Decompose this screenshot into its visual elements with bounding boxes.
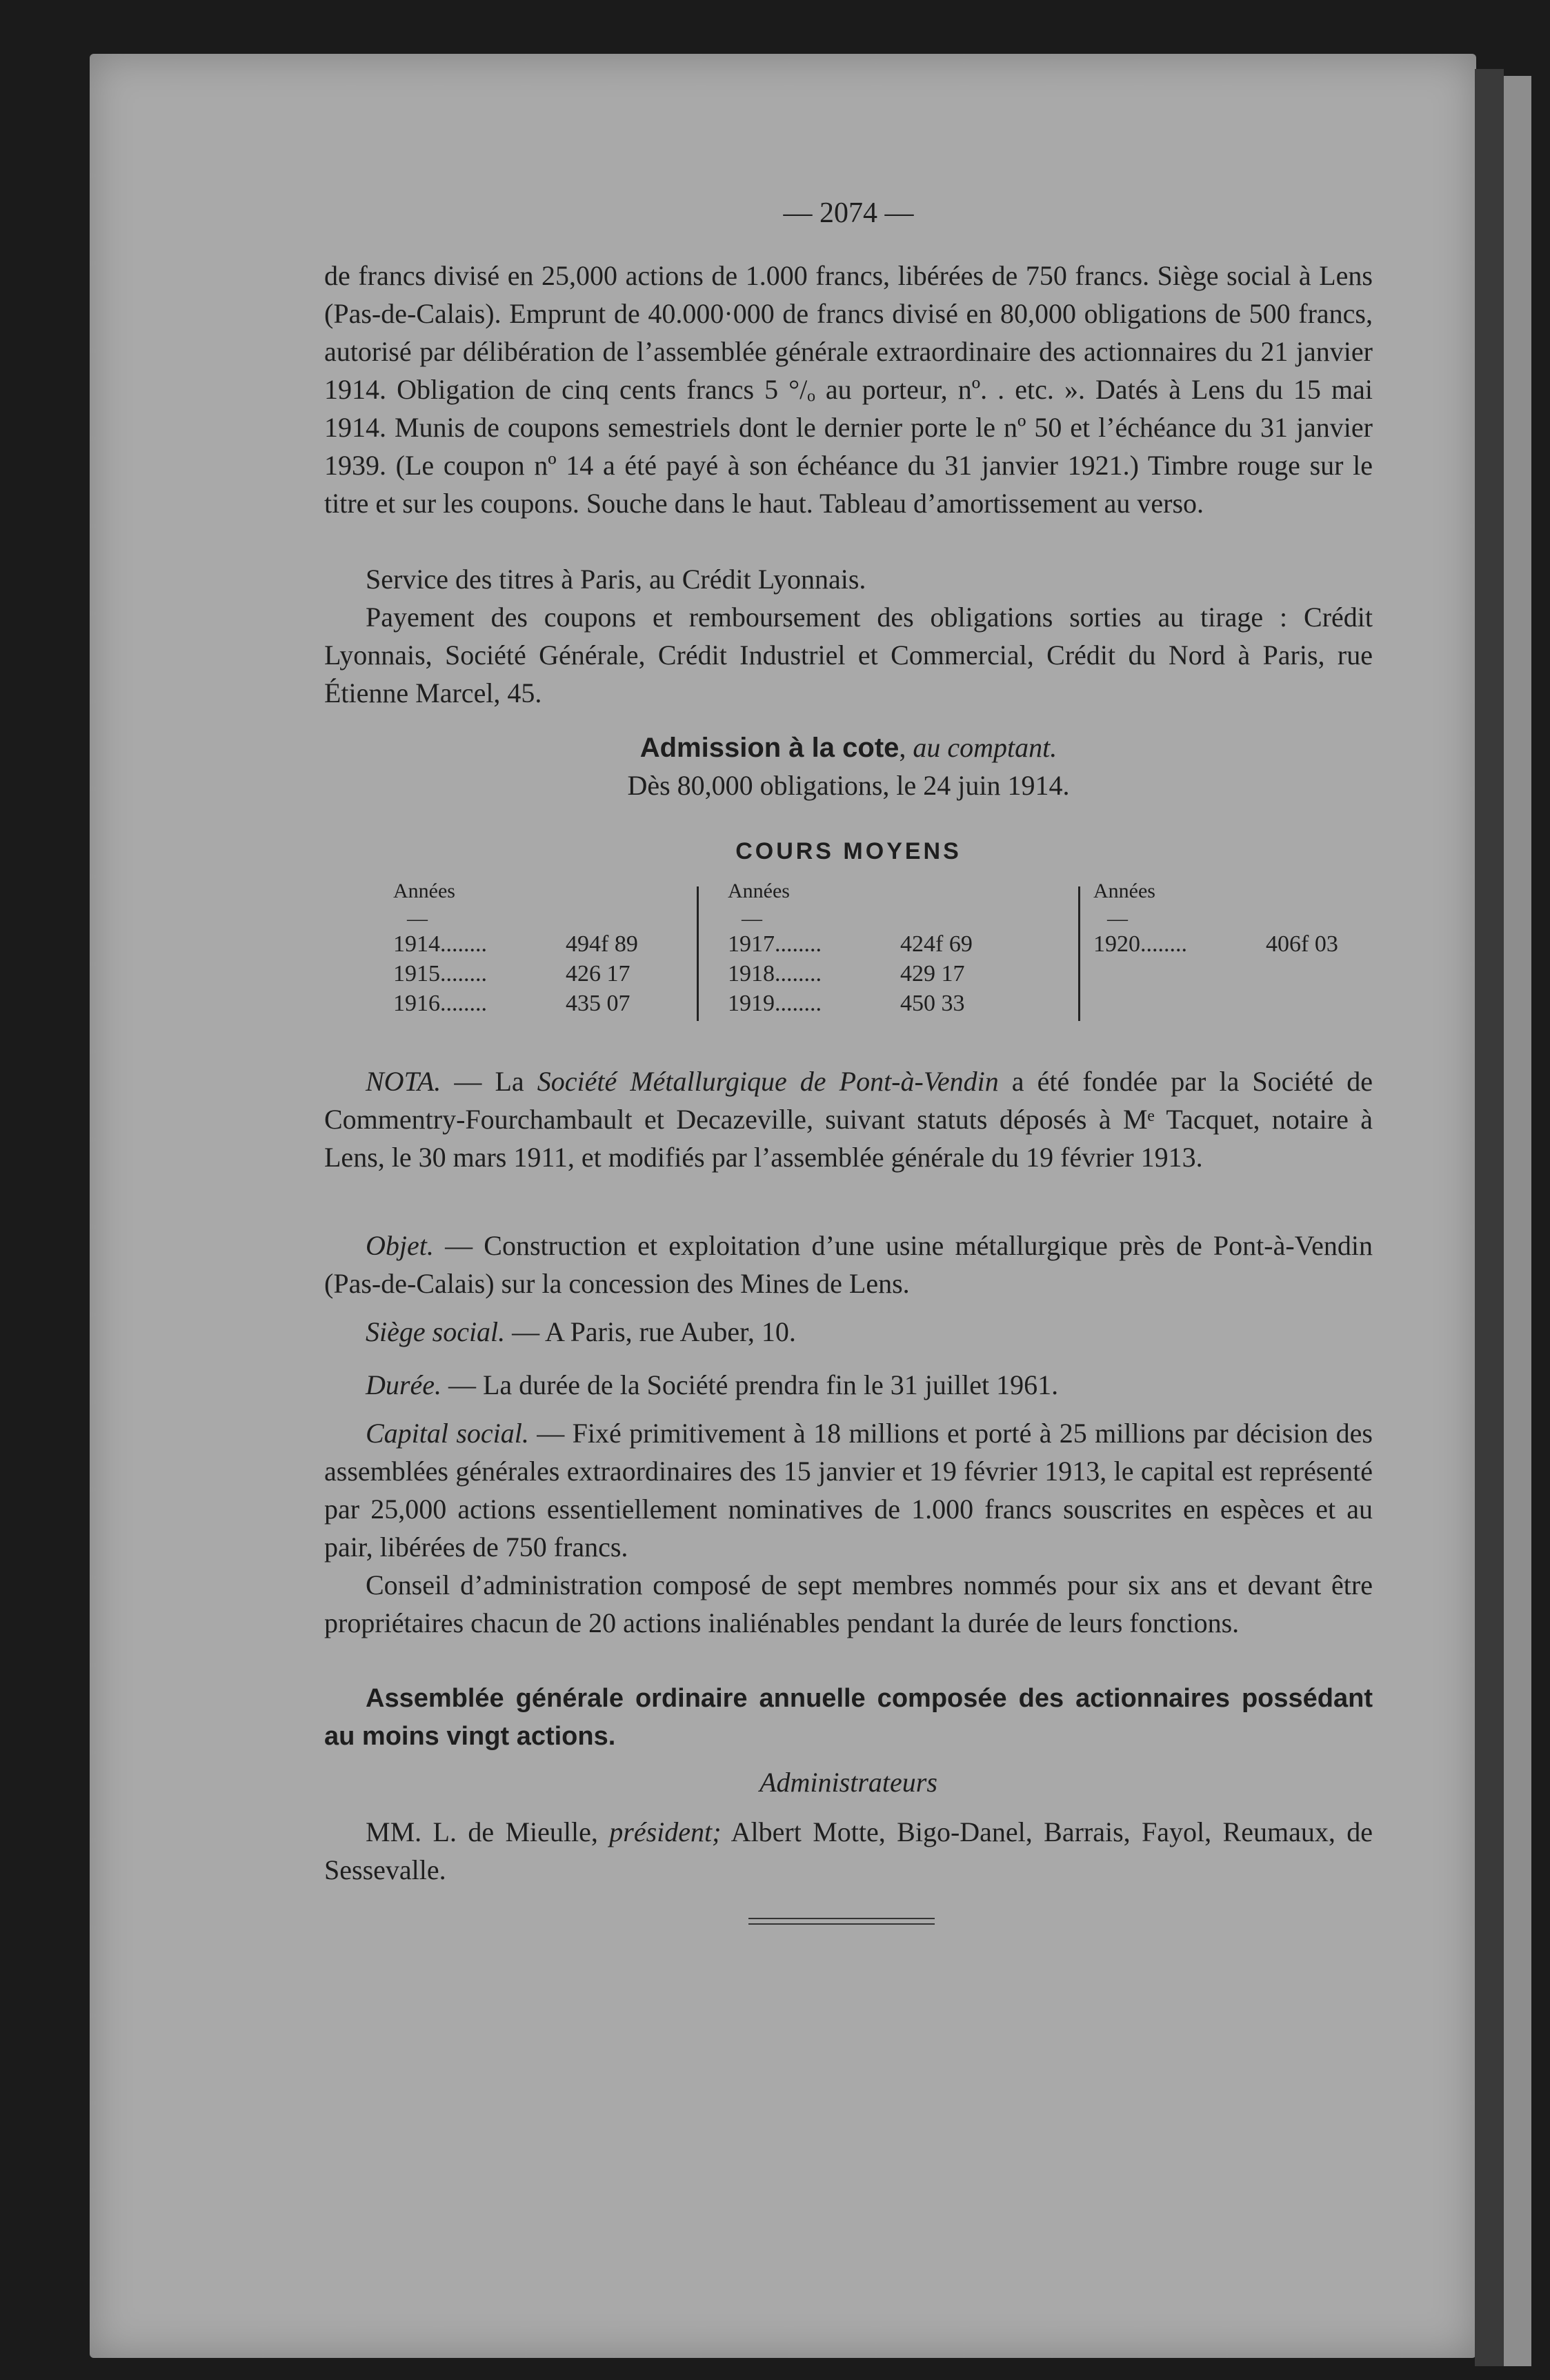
column-header: Années bbox=[728, 880, 790, 902]
closing-divider bbox=[748, 1918, 935, 1925]
paragraph-assemblee: Assemblée générale ordinaire annuelle composée des actionnaires possédant au moins vingt actions. bbox=[324, 1684, 1373, 1751]
paragraph-conseil: Conseil d’administration composé de sept membres nommés pour six ans et devant être propriétaires chacun de 20 actions inaliénables pendant la durée de leurs fonctions. bbox=[324, 1569, 1373, 1638]
next-page-edge bbox=[1504, 76, 1531, 2366]
column-dash: — bbox=[742, 907, 762, 930]
book-gutter bbox=[1475, 69, 1504, 2366]
cours-column-3: Années — 1920........ 406f 03 bbox=[1093, 880, 1338, 957]
column-separator bbox=[697, 886, 699, 1021]
paragraph-objet: Objet. — Construction et exploitation d’une usine métallurgique près de Pont-à-Vendin (Pas-de-Calais) sur la concession des Mines de Lens. bbox=[324, 1230, 1373, 1299]
paragraph-payement: Payement des coupons et remboursement des obligations sorties au tirage : Crédit Lyonnais, Société Générale, Crédit Industriel et Commercial, Crédit du Nord à Paris, rue Étienne Marcel, 45. bbox=[324, 602, 1373, 708]
cours-column-2: Années — 1917........ 424f 69 1918........ 429 17 1919........ 450 33 bbox=[728, 880, 973, 1016]
column-dash: — bbox=[1107, 907, 1128, 930]
cours-moyens-table bbox=[386, 880, 1366, 1038]
column-header: Années bbox=[393, 880, 455, 902]
paragraph-emprunt: de francs divisé en 25,000 actions de 1.000 francs, libérées de 750 francs. Siège social à Lens (Pas-de-Calais). Emprunt de 40.000·000 de francs divisé en 80,000 obligations de 500 francs, autorisé par délibération de l’assemblée générale extraordinaire des actionnaires du 21 janvier 1914. Obligation de cinq cents francs 5 °/ₒ au porteur, nº. . etc. ». Datés à Lens du 15 mai 1914. Munis de coupons semestriels dont le dernier porte le nº 50 et l’échéance du 31 janvier 1939. (Le coupon nº 14 a été payé à son échéance du 31 janvier 1921.) Timbre rouge sur le titre et sur les coupons. Souche dans le haut. Tableau d’amortissement au verso. bbox=[324, 260, 1373, 519]
paragraph-administrateurs: MM. L. de Mieulle, président; Albert Motte, Bigo-Danel, Barrais, Fayol, Reumaux, de Sessevalle. bbox=[324, 1816, 1373, 1885]
admission-line: Admission à la cote, au comptant. bbox=[639, 732, 1057, 763]
paragraph-siege: Siège social. — A Paris, rue Auber, 10. bbox=[366, 1316, 796, 1347]
admission-italic: au comptant. bbox=[913, 732, 1057, 763]
admission-bold: Admission à la cote bbox=[639, 733, 900, 763]
cours-title: COURS MOYENS bbox=[735, 838, 962, 864]
column-header: Années bbox=[1093, 880, 1155, 902]
column-separator bbox=[1078, 886, 1080, 1021]
paragraph-service-titres: Service des titres à Paris, au Crédit Lyonnais. bbox=[366, 564, 866, 595]
paragraph-duree: Durée. — La durée de la Société prendra fin le 31 juillet 1961. bbox=[366, 1369, 1059, 1400]
paragraph-nota: NOTA. — La Société Métallurgique de Pont-à-Vendin a été fondée par la Société de Commentry-Fourchambault et Decazeville, suivant statuts déposés à Mᵉ Tacquet, notaire à Lens, le 30 mars 1911, et modifiés par l’assemblée générale du 19 février 1913. bbox=[324, 1066, 1373, 1173]
column-dash: — bbox=[407, 907, 428, 930]
paragraph-capital: Capital social. — Fixé primitivement à 18 millions et porté à 25 millions par décision des assemblées générales extraordinaires des 15 janvier et 19 février 1913, le capital est représenté par 25,000 actions essentiellement nominatives de 1.000 francs souscrites en espèces et au pair, libérées de 750 francs. bbox=[324, 1418, 1373, 1563]
page-number: — 2074 — bbox=[783, 197, 914, 229]
administrateurs-title: Administrateurs bbox=[759, 1767, 937, 1798]
cours-column-1: Années — 1914........ 494f 89 1915........ 426 17 1916........ 435 07 bbox=[393, 880, 638, 1016]
admission-date: Dès 80,000 obligations, le 24 juin 1914. bbox=[627, 770, 1070, 801]
